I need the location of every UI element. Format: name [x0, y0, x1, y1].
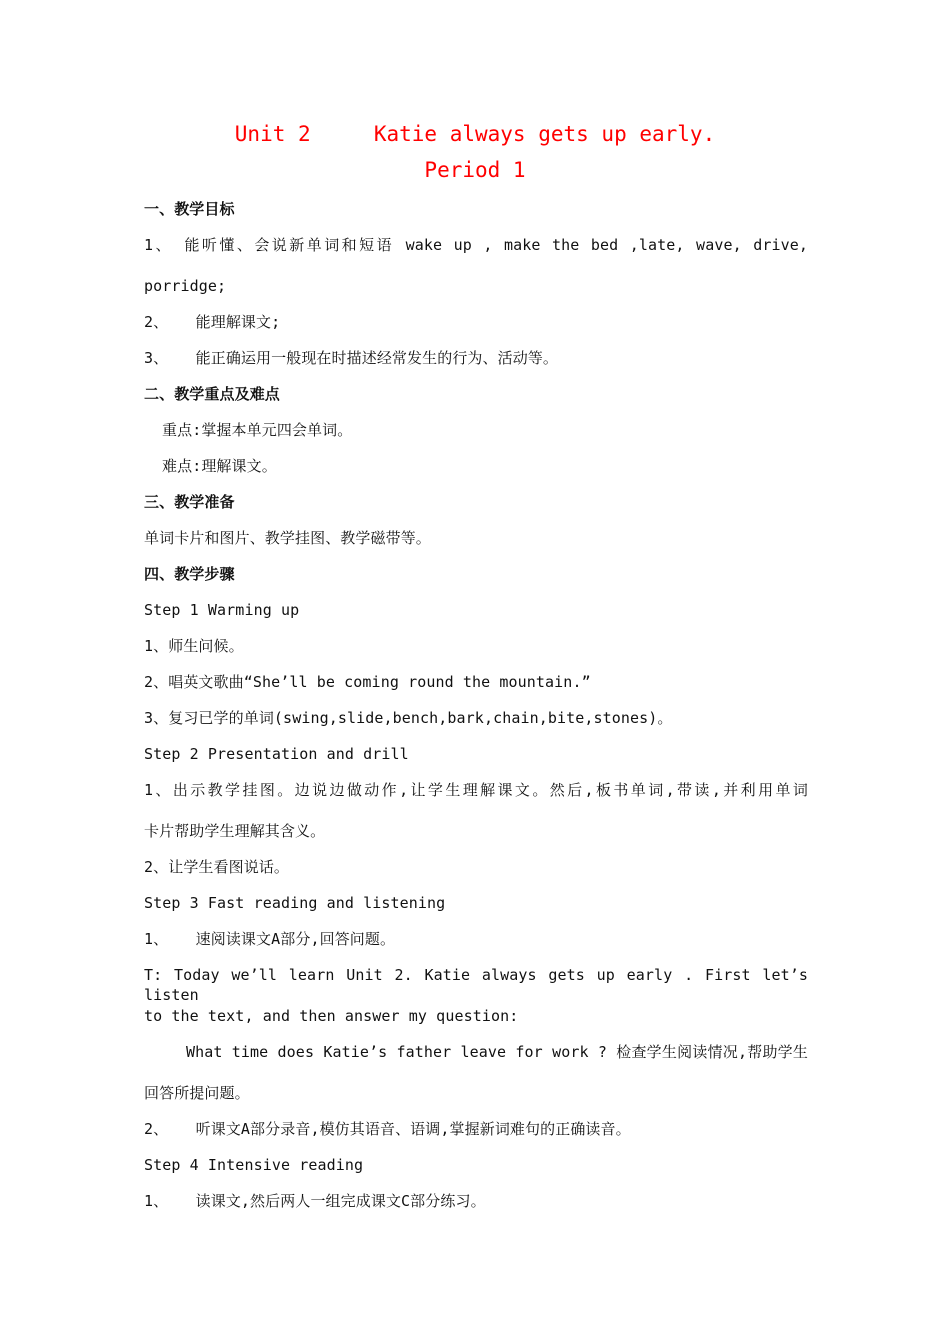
section-heading-objectives: 一、教学目标: [144, 200, 235, 218]
step-1-item-2: 2、唱英文歌曲“She’ll be coming round the mountain.”: [144, 673, 591, 691]
objective-1-line-1: 1、 能听懂、会说新单词和短语 wake up , make the bed ,late, wave, drive,: [144, 236, 808, 254]
section-heading-steps: 四、教学步骤: [144, 565, 235, 583]
step-4-title: Step 4 Intensive reading: [144, 1156, 364, 1174]
period-title: Period 1: [424, 158, 526, 182]
step-1-title: Step 1 Warming up: [144, 601, 300, 619]
step-3-item-1: 1、 速阅读课文A部分,回答问题。: [144, 930, 396, 948]
section-heading-key-points: 二、教学重点及难点: [144, 385, 280, 403]
preparation-text: 单词卡片和图片、教学挂图、教学磁带等。: [144, 529, 431, 547]
step-3-item-2: 2、 听课文A部分录音,模仿其语音、语调,掌握新词难句的正确读音。: [144, 1120, 631, 1138]
difficult-point: 难点:理解课文。: [162, 457, 277, 475]
objective-2: 2、 能理解课文;: [144, 313, 281, 331]
step-2-item-1-line-1: 1、出示教学挂图。边说边做动作,让学生理解课文。然后,板书单词,带读,并利用单词: [144, 781, 808, 799]
step-4-item-1: 1、 读课文,然后两人一组完成课文C部分练习。: [144, 1192, 486, 1210]
step-1-item-1: 1、师生问候。: [144, 637, 244, 655]
step-3-teacher-line-1: T: Today we’ll learn Unit 2. Katie always gets up early . First let’s listen: [144, 966, 808, 1004]
objective-1-line-2: porridge;: [144, 277, 227, 295]
step-2-item-1-line-2: 卡片帮助学生理解其含义。: [144, 822, 326, 840]
step-3-title: Step 3 Fast reading and listening: [144, 894, 446, 912]
step-3-teacher-line-2: to the text, and then answer my question:: [144, 1007, 519, 1025]
step-1-item-3: 3、复习已学的单词(swing,slide,bench,bark,chain,bite,stones)。: [144, 709, 673, 727]
step-3-question-line-1: What time does Katie’s father leave for work ? 检查学生阅读情况,帮助学生: [186, 1043, 808, 1061]
document-title: Unit 2 Katie always gets up early.: [234, 122, 716, 146]
step-3-question-line-2: 回答所提问题。: [144, 1084, 250, 1102]
key-point: 重点:掌握本单元四会单词。: [162, 421, 353, 439]
objective-3: 3、 能正确运用一般现在时描述经常发生的行为、活动等。: [144, 349, 559, 367]
step-2-item-2: 2、让学生看图说话。: [144, 858, 290, 876]
step-2-title: Step 2 Presentation and drill: [144, 745, 409, 763]
section-heading-preparation: 三、教学准备: [144, 493, 235, 511]
